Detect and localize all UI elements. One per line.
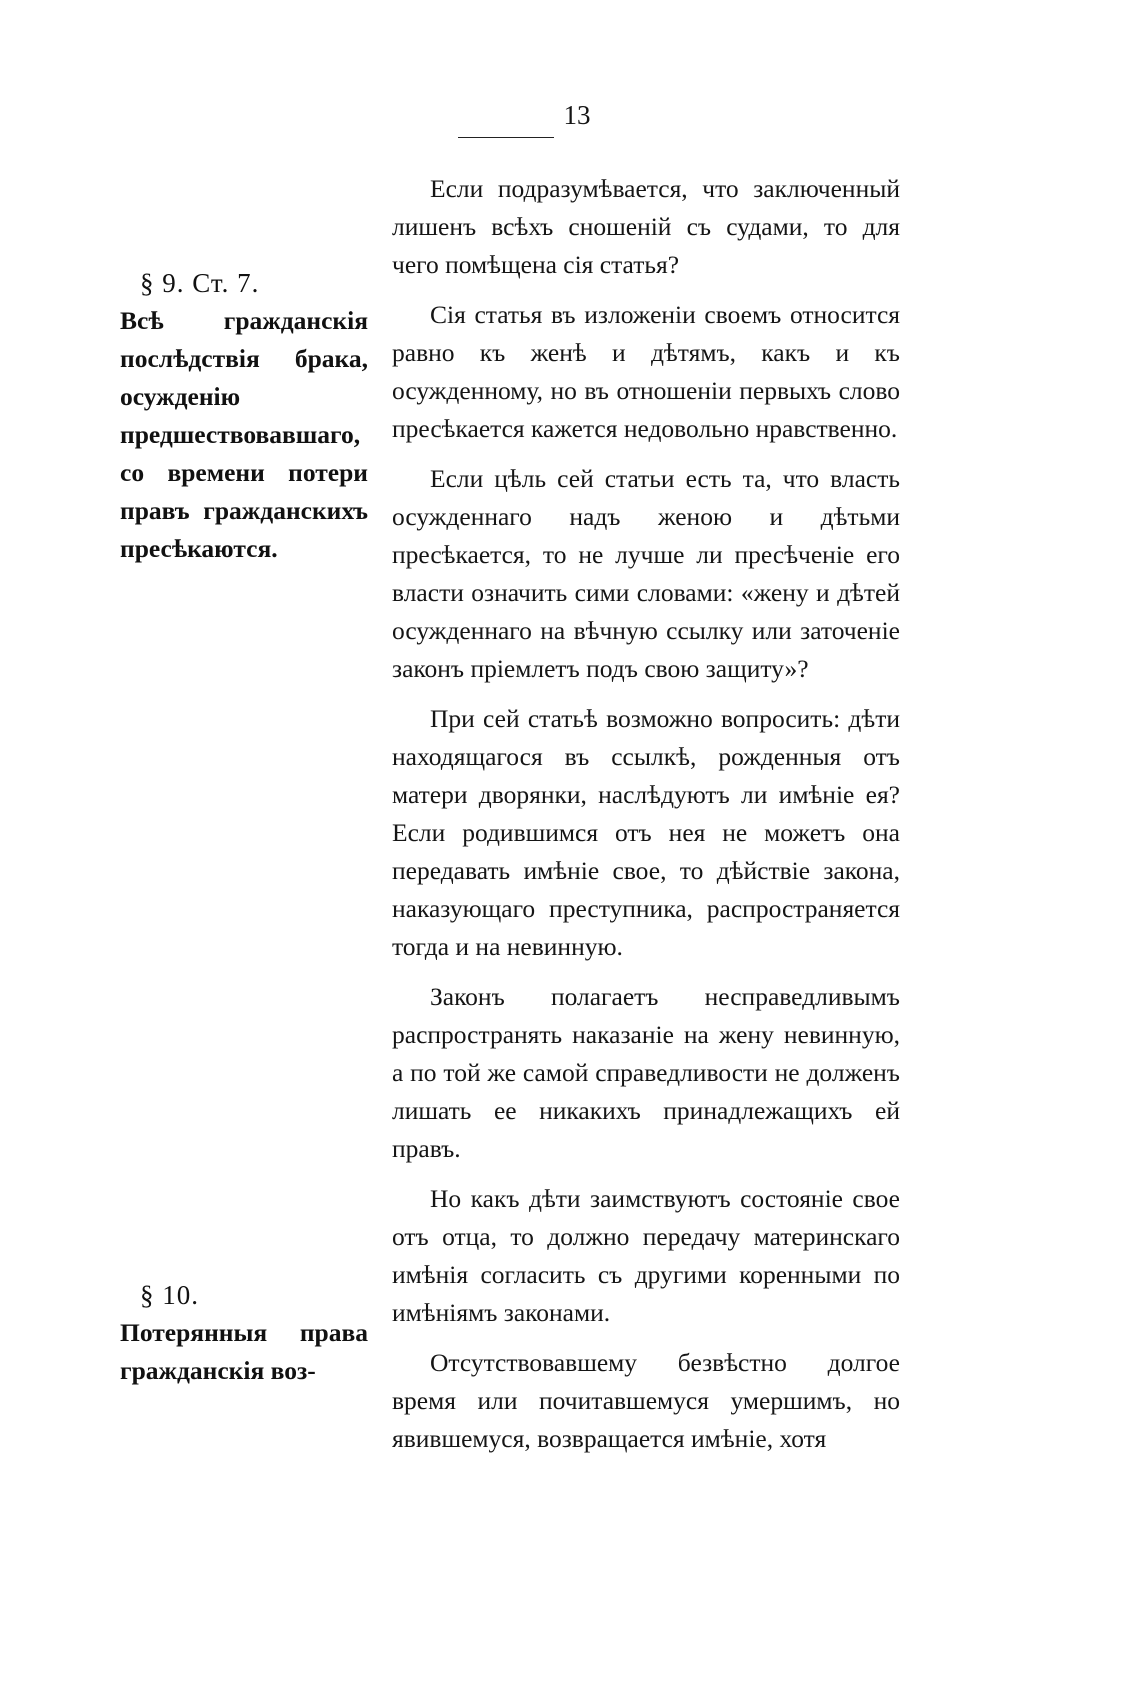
body-paragraph: Сія статья въ изложеніи своемъ относится равно къ женѣ и дѣтямъ, какъ и къ осужденному, но въ отношеніи первыхъ слово пресѣкается кажется недовольно нравственно. <box>392 300 900 443</box>
page-number: 13 <box>563 100 591 130</box>
body-paragraph: Если цѣль сей статьи есть та, что власть осужденнаго надъ женою и дѣтьми пресѣкается, то не лучше ли пресѣченіе его власти означить сими словами: «жену и дѣтей осужденнаго на вѣчную ссылку или заточеніе законъ пріемлетъ подъ свою защиту»? <box>392 464 900 683</box>
body-paragraph: Отсутствовавшему безвѣстно долгое время или почитавшемуся умершимъ, но явившемуся, возвращается имѣніе, хотя <box>392 1348 900 1453</box>
body-paragraph: При сей статьѣ возможно вопросить: дѣти находящагося въ ссылкѣ, рожденныя отъ матери дворянки, наслѣдуютъ ли имѣніе ея? Если родившимся отъ нея не можетъ она передавать имѣніе свое, то дѣйствіе закона, наказующаго преступника, распространяется тогда и на невинную. <box>392 704 900 961</box>
page-header <box>0 100 1140 130</box>
main-text-column <box>392 170 900 1470</box>
margin-note-s10 <box>120 1276 368 1390</box>
section-heading-s10: § 10. <box>140 1280 199 1310</box>
margin-note-s9 <box>120 264 368 568</box>
header-rule <box>458 137 554 138</box>
section-summary-s10: Потерянныя права гражданскія воз- <box>120 1318 368 1385</box>
body-paragraph: Но какъ дѣти заимствуютъ состояніе свое отъ отца, то должно передачу материнскаго имѣнія согласить съ другими коренными по имѣніямъ законами. <box>392 1184 900 1327</box>
body-paragraph: Если подразумѣвается, что заключенный лишенъ всѣхъ сношеній съ судами, то для чего помѣщена сія статья? <box>392 174 900 279</box>
section-summary-s9: Всѣ гражданскія послѣдствія брака, осужденію предшествовавшаго, со времени потери правъ гражданскихъ пресѣкаются. <box>120 306 368 563</box>
section-heading-s9: § 9. Ст. 7. <box>140 268 260 298</box>
body-paragraph: Законъ полагаетъ несправедливымъ распространять наказаніе на жену невинную, а по той же самой справедливости не долженъ лишать ее никакихъ принадлежащихъ ей правъ. <box>392 982 900 1163</box>
